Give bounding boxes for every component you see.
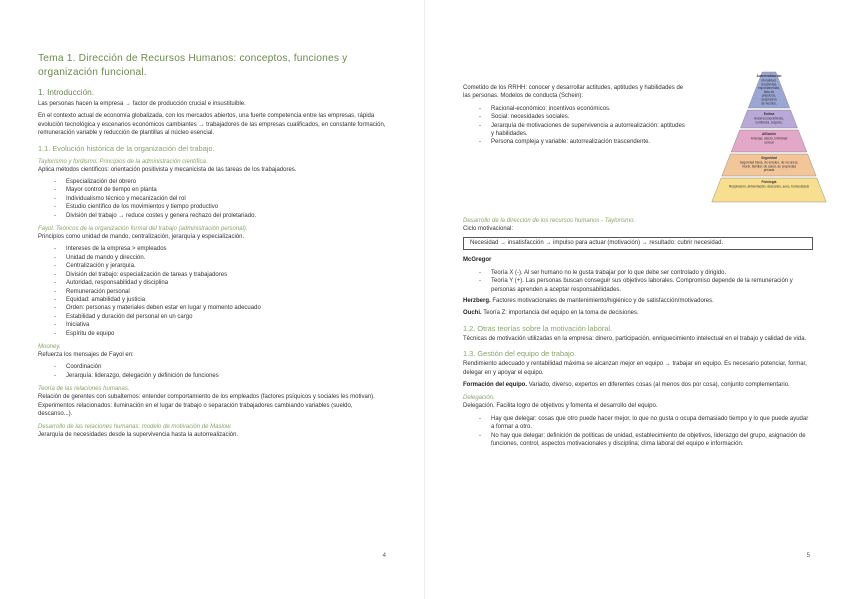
pyramid-level-label: Estima (763, 112, 775, 116)
list-item: - División del trabajo → reduce costes y genera rechazo del proletariado. (54, 212, 388, 220)
pyramid-level-description: falta de (763, 89, 775, 94)
pyramid-level-description: aceptación (761, 97, 777, 102)
page-5 (424, 0, 848, 599)
mooney-paragraph: Refuerza los mensajes de Fayol en: (38, 351, 134, 358)
list-item: - Mayor control de tiempo en planta (54, 186, 388, 194)
pyramid-level-description: prejuicios, (761, 93, 777, 98)
list-item: - Racional-económico: incentivos económicos. (479, 105, 687, 113)
taylor-heading: Taylorismo y fordismo. Principios de la administración científica. (38, 158, 208, 165)
pyramid-level-description: espontaneidad, (758, 86, 780, 91)
mooney-heading: Mooney. (38, 343, 61, 350)
ciclo-label: Ciclo motivacional: (463, 226, 514, 232)
formacion-text: Variado, diverso, expertos en diferentes cosas (al menos dos por cosa), conjunto complementario. (528, 382, 790, 389)
section-1-3-paragraph: Rendimiento adecuado y rentabilidad máxima se alcanzan mejor en equipo → trabajar en equipo. Es necesario potenciar, formar, delegar en y apoyar el equipo. (463, 361, 807, 376)
list-item: - Autoridad, responsabilidad y disciplina (54, 279, 388, 287)
formacion-name: Formación del equipo. (463, 382, 528, 389)
maslow-pyramid-svg (711, 70, 827, 204)
section-1-2-heading: 1.2. Otras teorías sobre la motivación laboral. (463, 323, 613, 333)
list-item: - Persona compleja y variable: autorrealización trascendente. (479, 138, 687, 146)
section-1-1-heading: 1.1. Evolución histórica de la organización del trabajo. (38, 143, 215, 153)
document-title: Tema 1. Dirección de Recursos Humanos: conceptos, funciones y organización funcional. (38, 53, 348, 78)
section-1-2-paragraph: Técnicas de motivación utilizadas en la empresa: dinero, participación, enriquecimiento intelectual en el trabajo y calidad de vida. (463, 335, 807, 342)
maslow-heading: Desarrollo de las relaciones humanas: modelo de motivación de Maslow. (38, 424, 232, 431)
list-item: - Iniciativa (54, 321, 388, 329)
list-item: - Hay que delegar: cosas que otro puede hacer mejor, lo que no gusta o ocupa demasiado tiempo y lo que puede ayudar a formar a otro. (479, 415, 813, 432)
page-number: 4 (382, 553, 386, 559)
page-5-top-content (463, 84, 687, 150)
delegacion-list (463, 415, 813, 449)
page-number: 5 (806, 553, 810, 559)
pyramid-level-description: sexual (764, 140, 774, 145)
taylor-list (38, 178, 388, 220)
list-item: - Jerarquía de motivaciones de supervivencia a autorrealización: aptitudes y habilidades. (479, 122, 687, 139)
list-item: - Estabilidad y duración del personal en un cargo (54, 313, 388, 321)
pyramid-level-label: Autorrealización (756, 74, 782, 78)
pyramid-level-description: Seguridad física, de empleo, de recursos, (739, 160, 799, 165)
list-item: - Especialización del obrero (54, 178, 388, 186)
pyramid-level-description: Amistad, afecto, intimidad (750, 136, 788, 141)
section-1-3-heading: 1.3. Gestión del equipo de trabajo. (463, 349, 576, 359)
fayol-paragraph: Principios como unidad de mando, centralización, jerarquía y especialización. (38, 234, 245, 241)
mcgregor-list (463, 269, 813, 294)
pyramid-level-description: Respiración, alimentación, descanso, sexo, homeostasis (728, 184, 810, 189)
list-item: - Jerarquía: liderazgo, delegación y definición de funciones (54, 372, 388, 380)
herzberg-name: Herzberg. (463, 298, 491, 305)
pyramid-level-label: Afiliación (761, 132, 777, 136)
pyramid-level-description: Autorreconocimiento, (753, 116, 785, 121)
list-item: - Estudio científico de los movimientos y tiempo productivo (54, 203, 388, 211)
list-item: - Teoría X (-). Al ser humano no le gusta trabajar por lo que debe ser controlado y dirigido. (479, 269, 813, 277)
list-item: - División del trabajo: especialización de tareas y trabajadores (54, 271, 388, 279)
list-item: - No hay que delegar: definición de políticas de unidad, establecimiento de objetivos, liderazgo del grupo, asignación de funciones, control, aspectos motivacionales y disciplina; clima laboral del equipo e información. (479, 432, 813, 449)
list-item: - Remuneración personal (54, 288, 388, 296)
taylorism-dev-heading: Desarrollo de la dirección de los recursos humanos - Taylorismo. (463, 218, 636, 224)
fayol-heading: Fayol. Teóricos de la organización formal del trabajo (administración personal). (38, 226, 248, 233)
mcgregor-label (463, 256, 813, 264)
mooney-list (38, 363, 388, 380)
delegacion-heading: Delegación. (463, 395, 495, 402)
pyramid-level-label: Fisiología (761, 180, 777, 184)
list-item: - Equidad: amabilidad y justicia (54, 296, 388, 304)
page-5-main-content (463, 212, 813, 452)
mcgregor-name: McGregor (463, 257, 492, 264)
formacion-paragraph (463, 381, 813, 389)
pyramid-level-description: Moralidad, (761, 78, 777, 83)
ouchi-text: Teoría Z: importancia del equipo en la toma de decisiones. (483, 310, 639, 317)
list-item: - Orden: personas y materiales deben estar en lugar y momento adecuado (54, 304, 388, 312)
herzberg-text: Factores motivacionales de mantenimiento/higiénico y de satisfacción/motivadores. (492, 298, 714, 305)
delegacion-paragraph: Delegación. Facilita logro de objetivos y fomenta el desarrollo del equipo. (463, 403, 658, 410)
ouchi-paragraph (463, 309, 813, 317)
intro-paragraph-2: En el contexto actual de economía globalizada, con los mercados abiertos, una fuerte competencia entre las empresas, rápida evolución tecnológica y escenarios económicos cambiantes → trabajadores de las empresas cualificados, en constante formación, remuneración variable y reducción de plantillas al núcleo esencial. (38, 113, 386, 137)
pyramid-level-description: privada (763, 168, 775, 173)
list-item: - Unidad de mando y dirección. (54, 254, 388, 262)
ouchi-name: Ouchi. (463, 310, 482, 317)
relations-heading: Teoría de las relaciones humanas. (38, 386, 130, 393)
list-item: - Coordinación (54, 363, 388, 371)
page-4-content (38, 52, 388, 444)
maslow-paragraph: Jerarquía de necesidades desde la supervivencia hasta la autorrealización. (38, 432, 239, 439)
pyramid-level-label: Seguridad (761, 156, 777, 160)
schein-list (463, 105, 687, 147)
list-item: - Social: necesidades sociales. (479, 113, 687, 121)
pyramid-level-description: moral, familiar, de salud, de propiedad (741, 164, 797, 169)
intro-paragraph-1: Las personas hacen la empresa → factor de producción crucial e insustituible. (38, 101, 246, 107)
cometido-paragraph: Cometido de los RRHH: conocer y desarrollar actitudes, aptitudes y habilidades de las personas. Modelos de conducta (Schein): (463, 85, 684, 100)
list-item: - Centralización y jerarquía. (54, 262, 388, 270)
maslow-pyramid (711, 70, 827, 204)
herzberg-paragraph (463, 297, 813, 305)
list-item: - Teoría Y (+). Las personas buscan conseguir sus objetivos laborales. Compromiso depende de la remuneración y personas aprenden a aceptar responsabilidades. (479, 277, 813, 294)
pyramid-level-description: confianza, respeto, (755, 120, 783, 125)
relations-paragraph: Relación de gerentes con subalternos: entender comportamiento de los empleados (factores psíquicos y sociales les motivan). Experimentos relacionados: iluminación en el lugar de trabajo o separación trabajadores cambiando variables (sueldo, descanso...). (38, 394, 375, 417)
list-item: - Individualismo técnico y mecanización del rol (54, 195, 388, 203)
taylor-paragraph: Aplica métodos científicos: orientación positivista y mecanicista de las tareas de los trabajadores. (38, 166, 297, 173)
pyramid-level-description: de hechos, (761, 101, 777, 106)
ciclo-motivacional-box: Necesidad → insatisfacción → impulso para actuar (motivación) → resultado: cubrir necesidad. (463, 237, 813, 250)
pyramid-level-description: creatividad, (760, 82, 778, 87)
list-item: - Espíritu de equipo (54, 330, 388, 338)
intro-heading: 1. Introducción. (38, 88, 94, 97)
fayol-list (38, 245, 388, 337)
list-item: - Intereses de la empresa > empleados (54, 245, 388, 253)
